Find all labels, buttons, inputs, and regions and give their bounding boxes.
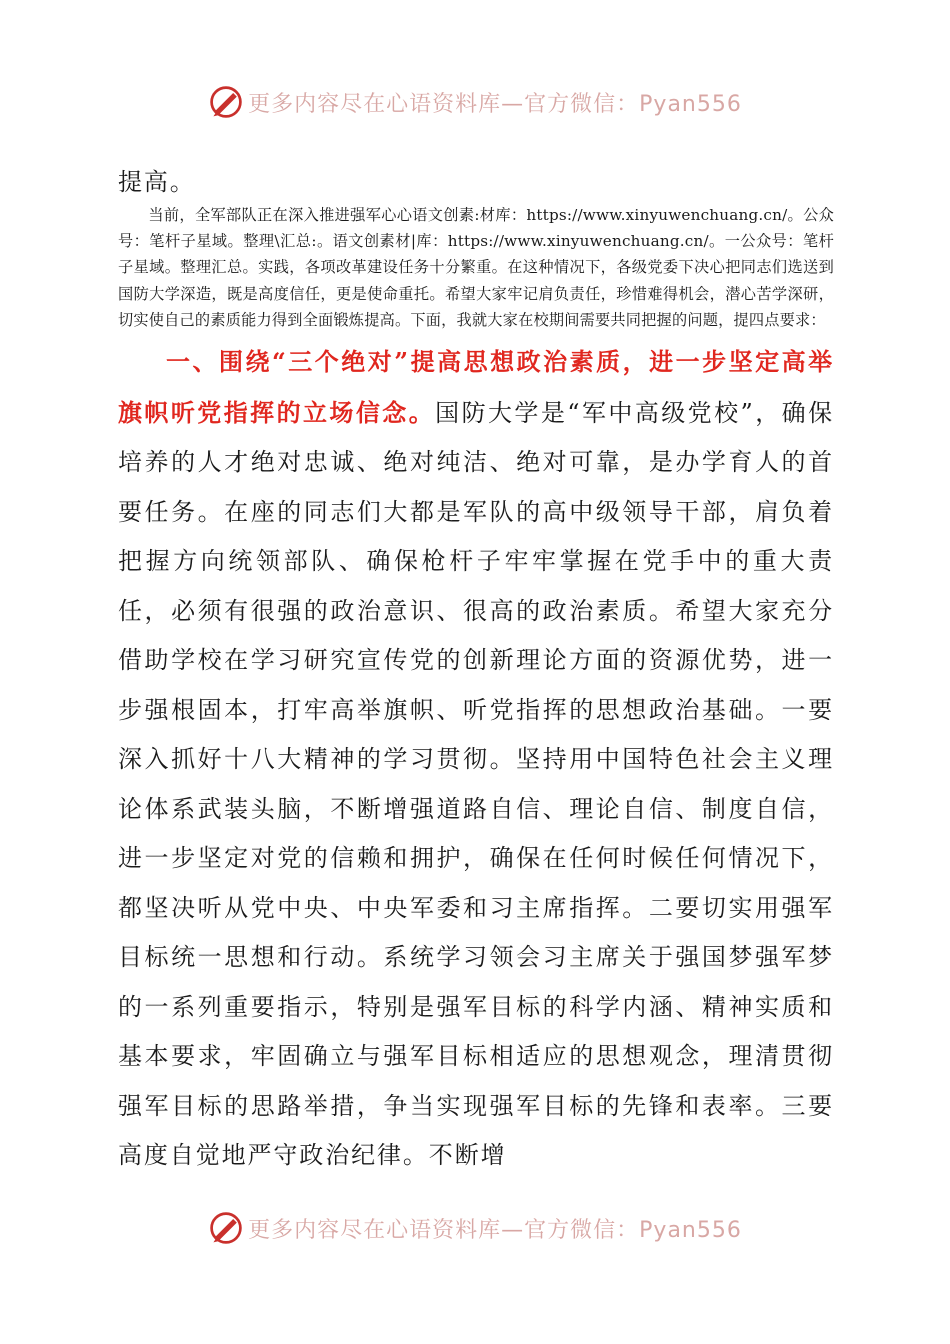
section1-heading: 一、围绕“三个绝对”提高思想政治素质，进一步坚定高举旗帜听党指挥的立场信念。	[118, 347, 834, 427]
intro-paragraph: 当前，全军部队正在深入推进强军心心语文创素:材库：https://www.xinyuwenchuang.cn/。公众号：笔杆子星域。整理\汇总:。语文创素材|库：https://www.xinyuwenchuang.cn/。一公众号：笔杆子星域。整理汇总。实践，各项改革建设任务十分繁重。在这种情况下，各级党委下决心把同志们选送到国防大学深造，既是高度信任，更是使命重托。希望大家牢记肩负责任，珍惜难得机会，潜心苦学深研，切实使自己的素质能力得到全面锻炼提高。下面，我就大家在校期间需要共同把握的问题，提四点要求：	[118, 206, 834, 329]
pen-circle-icon	[208, 1210, 244, 1246]
banner-text: 更多内容尽在心语资料库—官方微信：	[248, 91, 640, 117]
pen-circle-icon	[208, 84, 244, 120]
footer-banner	[0, 1206, 950, 1250]
section1-text: 国防大学是“军中高级党校”，确保培养的人才绝对忠诚、绝对纯洁、绝对可靠，是办学育人的首要任务。在座的同志们大都是军队的高中级领导干部，肩负着把握方向统领部队、确保枪杆子牢牢掌握在党手中的重大责任，必须有很强的政治意识、很高的政治素质。希望大家充分借助学校在学习研究宣传党的创新理论方面的资源优势，进一步强根固本，打牢高举旗帜、听党指挥的思想政治基础。一要深入抓好十八大精神的学习贯彻。坚持用中国特色社会主义理论体系武装头脑，不断增强道路自信、理论自信、制度自信，进一步坚定对党的信赖和拥护，确保在任何时候任何情况下，都坚决听从党中央、中央军委和习主席指挥。二要切实用强军目标统一思想和行动。系统学习领会习主席关于强国梦强军梦的一系列重要指示，特别是强军目标的科学内涵、精神实质和基本要求，牢固确立与强军目标相适应的思想观念，理清贯彻强军目标的思路举措，争当实现强军目标的先锋和表率。三要高度自觉地严守政治纪律。不断增	[118, 398, 834, 1170]
section1-paragraph	[118, 337, 834, 1181]
banner-wechat: Pyan556	[639, 1217, 742, 1243]
banner-wechat: Pyan556	[639, 91, 742, 117]
banner-text: 更多内容尽在心语资料库—官方微信：	[248, 1217, 640, 1243]
continuation-text: 提高。	[118, 168, 196, 196]
header-banner	[0, 80, 950, 124]
document-body	[118, 162, 834, 1181]
